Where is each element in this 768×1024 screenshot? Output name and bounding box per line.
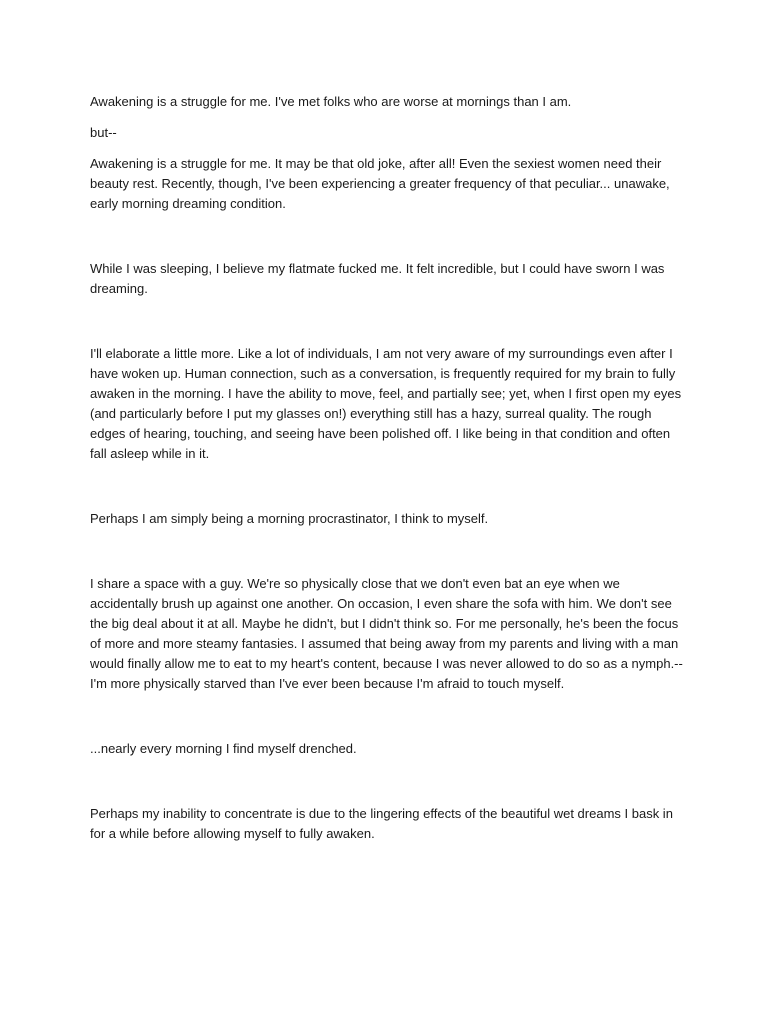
paragraph-5: I'll elaborate a little more. Like a lot of individuals, I am not very aware of my surroundings even after I have woken up. Human connection, such as a conversation, is frequently required for my brain to fully awaken in the morning. I have the ability to move, feel, and partially see; yet, when I first open my eyes (and particularly before I put my glasses on!) everything still has a hazy, surreal quality. The rough edges of hearing, touching, and seeing have been polished off. I like being in that condition and often fall asleep while in it. xyxy=(90,346,682,461)
paragraph-3: Awakening is a struggle for me. It may be that old joke, after all! Even the sexiest women need their beauty rest. Recently, though, I've been experiencing a greater frequency of that peculiar... unawake, early morning dreaming condition. xyxy=(90,156,670,211)
paragraph-6: Perhaps I am simply being a morning procrastinator, I think to myself. xyxy=(90,511,489,526)
paragraph-8: ...nearly every morning I find myself drenched. xyxy=(90,741,357,756)
document-page xyxy=(90,92,690,844)
paragraph-7: I share a space with a guy. We're so physically close that we don't even bat an eye when we accidentally brush up against one another. On occasion, I even share the sofa with him. We don't see the big deal about it at all. Maybe he didn't, but I didn't think so. For me personally, he's been the focus of more and more steamy fantasies. I assumed that being away from my parents and living with a man would finally allow me to eat to my heart's content, because I was never allowed to do so as a nymph.--I'm more physically starved than I've ever been because I'm afraid to touch myself. xyxy=(90,576,683,691)
paragraph-9: Perhaps my inability to concentrate is due to the lingering effects of the beautiful wet dreams I bask in for a while before allowing myself to fully awaken. xyxy=(90,806,673,841)
paragraph-4: While I was sleeping, I believe my flatmate fucked me. It felt incredible, but I could have sworn I was dreaming. xyxy=(90,261,665,296)
paragraph-1: Awakening is a struggle for me. I've met folks who are worse at mornings than I am. xyxy=(90,94,572,109)
paragraph-2: but-- xyxy=(90,125,117,140)
